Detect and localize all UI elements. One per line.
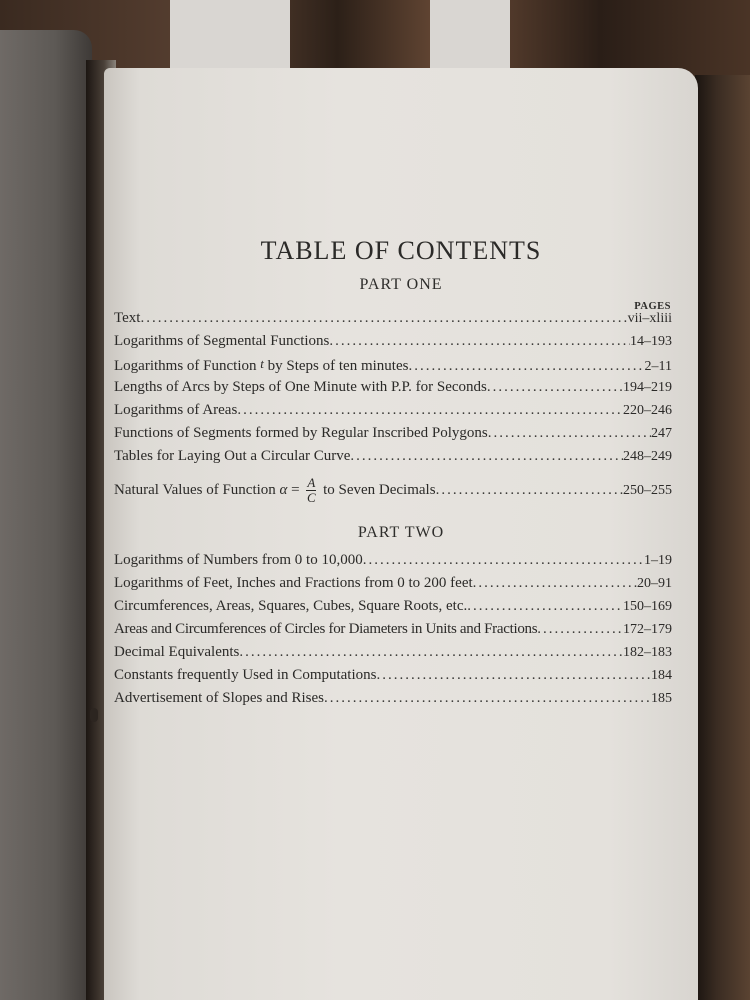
toc-entry-label: Functions of Segments formed by Regular Inscribed Polygons (114, 425, 488, 441)
toc-entry-label: Logarithms of Numbers from 0 to 10,000 (114, 552, 363, 568)
dot-leader (239, 644, 623, 661)
toc-entry-label: Constants frequently Used in Computations (114, 667, 377, 683)
toc-entry (114, 552, 672, 572)
toc-entry (114, 476, 672, 506)
toc-entry-label: Decimal Equivalents (114, 644, 240, 660)
fraction (306, 476, 316, 505)
toc-entry (114, 575, 672, 595)
dot-leader (363, 552, 644, 569)
toc-entry-pages: 20–91 (637, 576, 672, 591)
dot-leader (467, 598, 623, 615)
toc-entry-pages: 14–193 (630, 334, 672, 349)
dot-leader (324, 690, 651, 707)
dot-leader (237, 402, 623, 419)
toc-entry (114, 333, 672, 353)
toc-entry (114, 402, 672, 422)
toc-entry-pages: 250–255 (623, 482, 672, 498)
toc-entry (114, 425, 672, 445)
toc-entry-pages: 184 (651, 668, 672, 683)
toc-entry-label: Logarithms of Areas (114, 402, 238, 418)
dot-leader (473, 575, 637, 592)
toc-entry-label (114, 356, 408, 375)
toc-entry (114, 598, 672, 618)
toc-entry (114, 379, 672, 399)
alpha-symbol: α (279, 481, 288, 498)
toc-entry (114, 448, 672, 468)
equals-sign: = (291, 481, 300, 498)
toc-entry-pages: 185 (651, 691, 672, 706)
toc-entry-label: Text (114, 310, 141, 326)
part-two-heading: PART TWO (357, 524, 445, 541)
handwritten-mark: t (260, 356, 264, 371)
toc-entry-pages: 172–179 (623, 622, 672, 637)
page-title: TABLE OF CONTENTS (260, 236, 542, 265)
toc-entry-label-after: by Steps of ten minutes (267, 358, 409, 374)
toc-entry-pages: 247 (651, 426, 672, 441)
toc-entry (114, 621, 672, 641)
toc-entry (114, 356, 672, 376)
toc-entry-pages: vii–xliii (627, 311, 672, 326)
toc-entry (114, 644, 672, 664)
toc-entry-label-before: Logarithms of Function (114, 358, 257, 374)
toc-entry-pages: 2–11 (644, 359, 672, 374)
toc-entry-label: Lengths of Arcs by Steps of One Minute with P.P. for Seconds (114, 379, 487, 395)
toc-entry-label: Logarithms of Feet, Inches and Fractions from 0 to 200 feet (114, 575, 473, 591)
fraction-numerator: A (307, 475, 316, 490)
toc-entry-pages: 194–219 (623, 380, 672, 395)
dot-leader (376, 667, 651, 684)
dot-leader (140, 310, 627, 327)
toc-entry-pages: 182–183 (623, 645, 672, 660)
toc-entry-label: Tables for Laying Out a Circular Curve (114, 448, 351, 464)
toc-entry-label: Logarithms of Segmental Functions (114, 333, 330, 349)
toc-entry-label: Circumferences, Areas, Squares, Cubes, Square Roots, etc. (114, 598, 468, 614)
part-one-heading: PART ONE (359, 276, 443, 293)
toc-entry-pages: 1–19 (644, 553, 672, 568)
toc-entry-label-before: Natural Values of Function (114, 481, 276, 498)
dot-leader (329, 333, 630, 350)
toc-entry-label (114, 476, 436, 505)
dot-leader (487, 379, 623, 396)
dot-leader (350, 448, 623, 465)
toc-entry-label: Areas and Circumferences of Circles for Diameters in Units and Fractions (114, 621, 538, 637)
toc-entry-pages: 248–249 (623, 449, 672, 464)
dot-leader (436, 482, 623, 499)
fraction-denominator: C (307, 490, 316, 505)
dot-leader (408, 358, 644, 375)
toc-entry (114, 667, 672, 687)
book-left-cover (0, 30, 92, 1000)
toc-entry-label-after: to Seven Decimals (323, 481, 436, 498)
toc-entry (114, 690, 672, 710)
pages-column-label: PAGES (634, 301, 671, 312)
toc-entry (114, 310, 672, 330)
toc-entry-pages: 150–169 (623, 599, 672, 614)
toc-entry-pages: 220–246 (623, 403, 672, 418)
dot-leader (537, 621, 623, 638)
dot-leader (488, 425, 651, 442)
ink-stain (90, 708, 98, 722)
book-right-edge (695, 75, 750, 1000)
book-page (104, 68, 698, 1000)
toc-entry-label: Advertisement of Slopes and Rises (114, 690, 324, 706)
